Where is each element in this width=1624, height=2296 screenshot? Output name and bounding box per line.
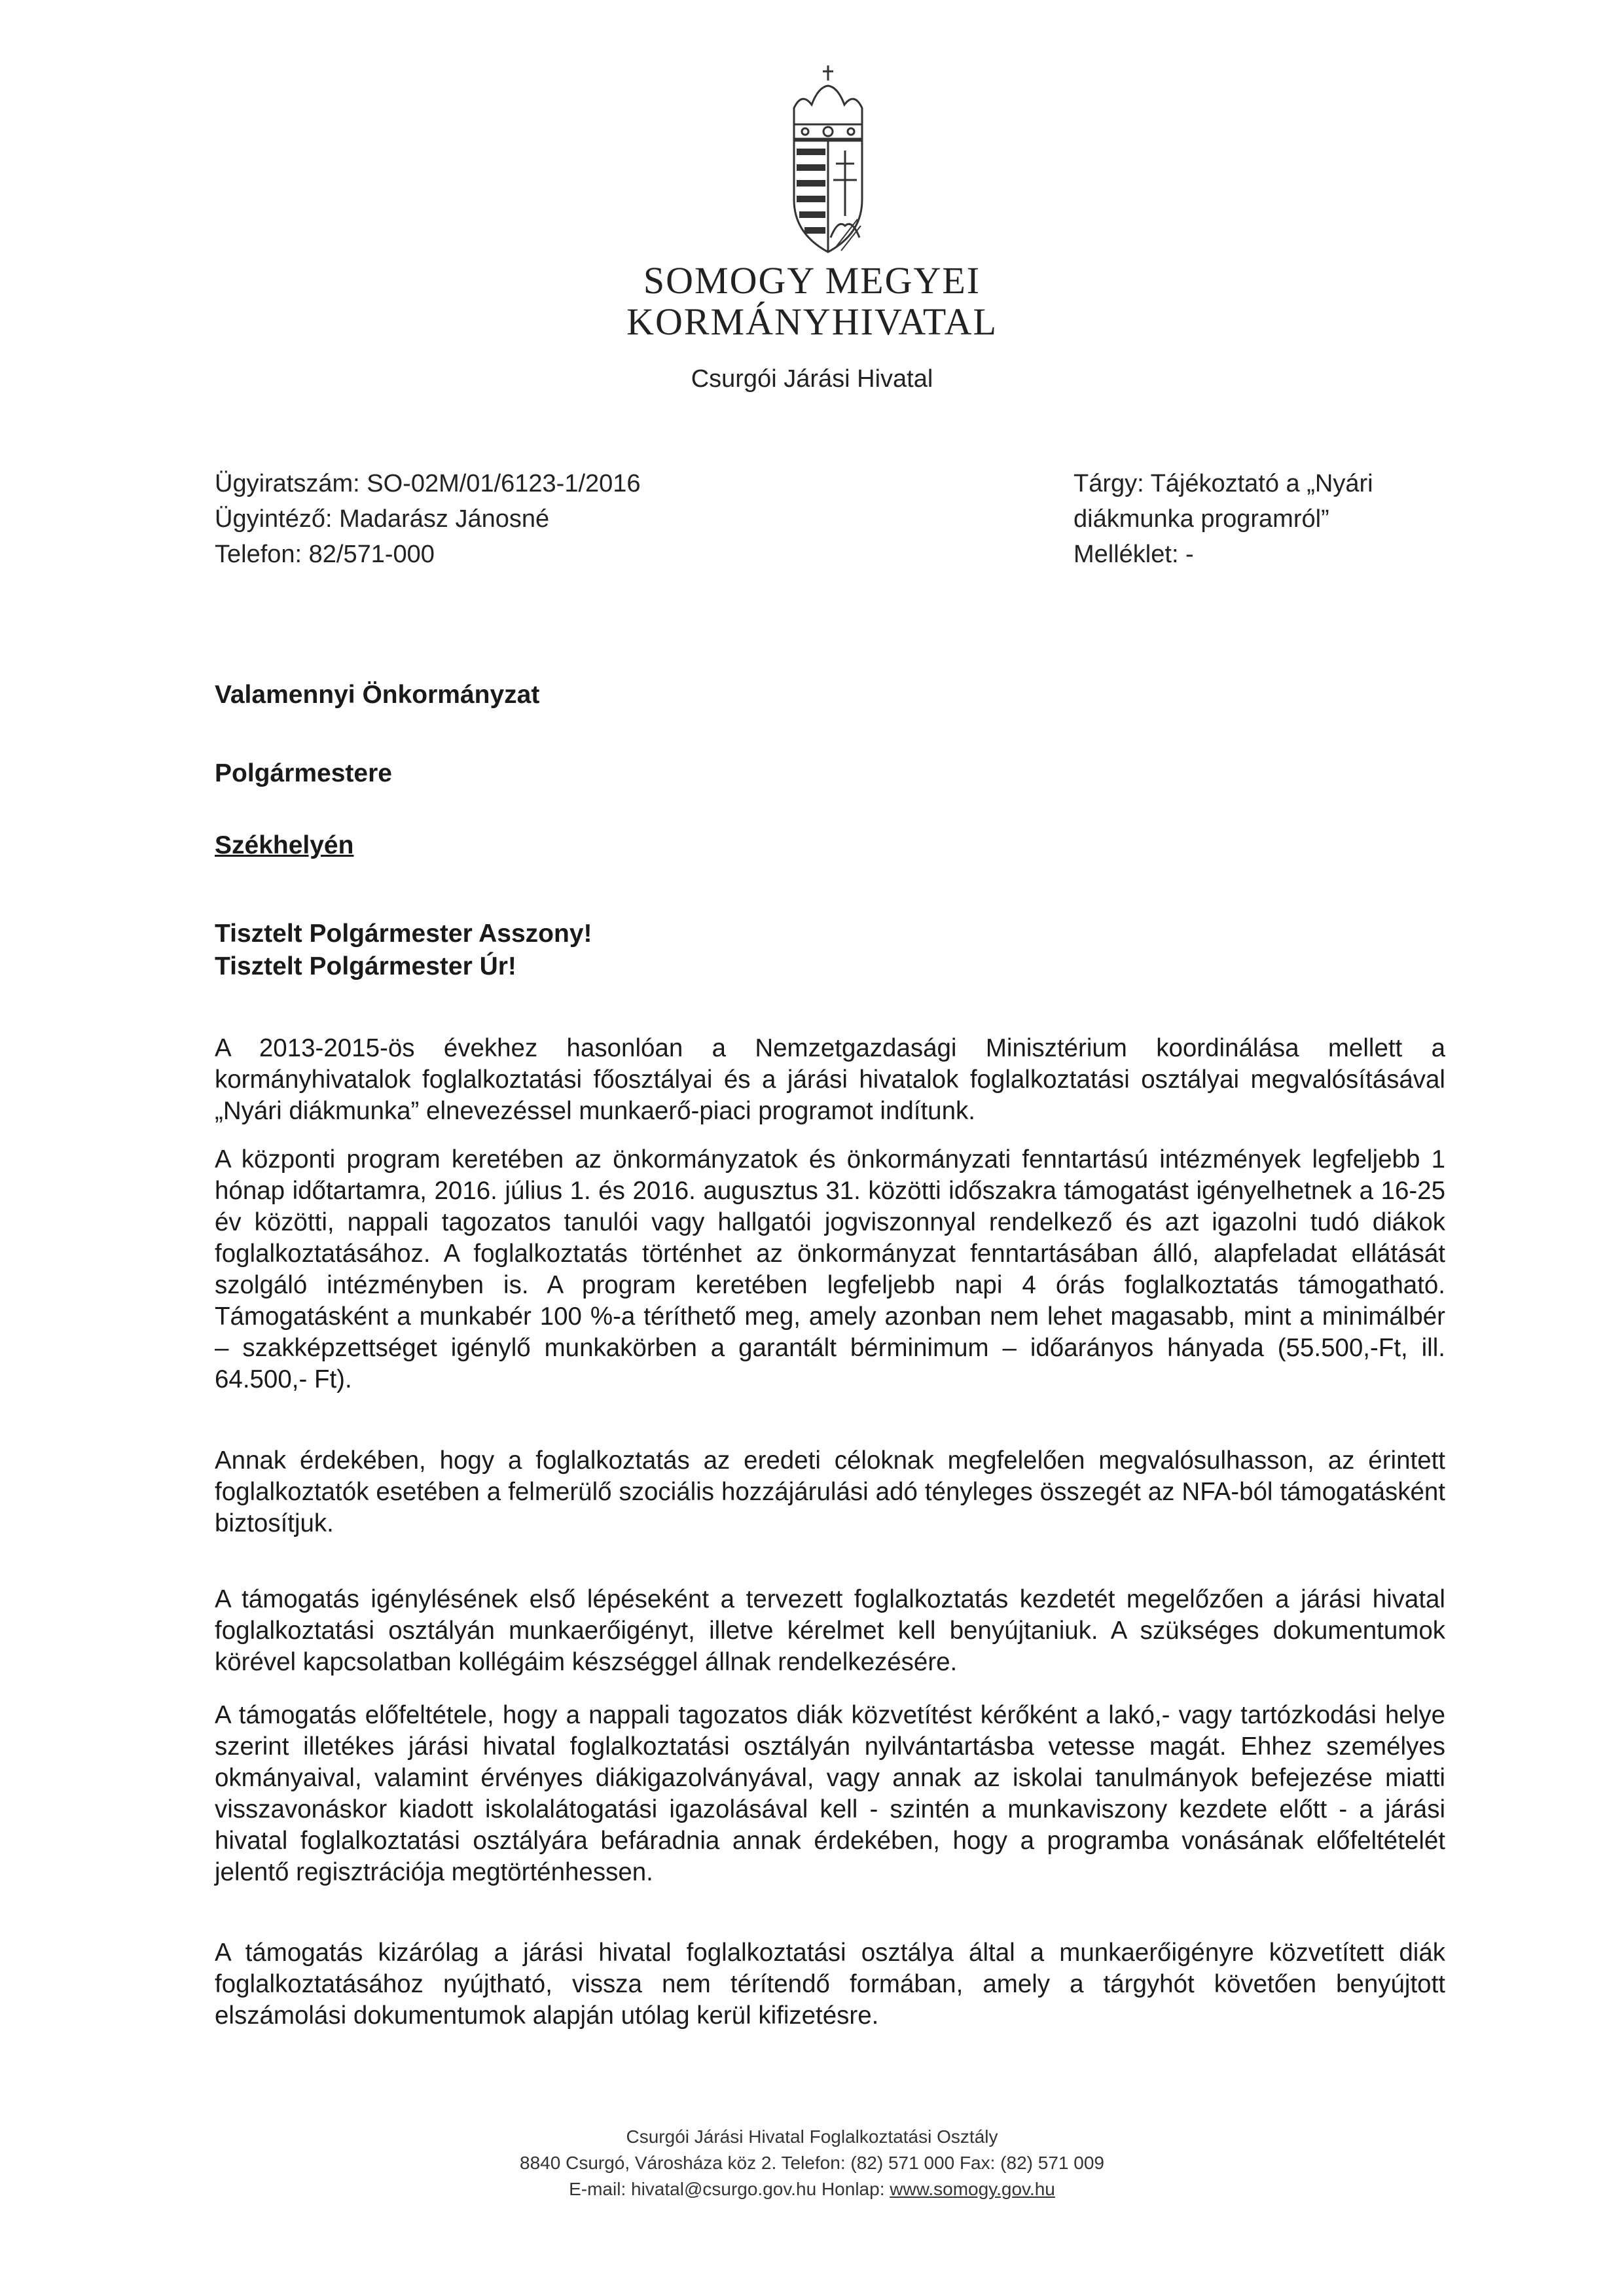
case-handler: Ügyintéző: Madarász Jánosné xyxy=(215,505,550,533)
body-paragraph: A támogatás igénylésének első lépéseként a tervezett foglalkoztatás kezdetét megelőzően a járási hivatal foglalkoztatási osztályán munkaerőigényt, illetve kérelmet kell benyújtaniuk. A szükséges dokumentumok körével kapcsolatban kollégáim készséggel állnak rendelkezésére. xyxy=(215,1585,1445,1676)
body-paragraph: A támogatás kizárólag a járási hivatal foglalkoztatási osztálya által a munkaerőigényre közvetített diák foglalkoztatásához nyújtható, vissza nem térítendő formában, amely a tárgyhót követően benyújtott elszámolási dokumentumok alapján utólag kerül kifizetésre. xyxy=(215,1939,1445,2030)
subject-line-1: Tárgy: Tájékoztató a „Nyári xyxy=(1074,470,1373,497)
footer-address: 8840 Csurgó, Városháza köz 2. Telefon: (82) 571 000 Fax: (82) 571 009 xyxy=(520,2153,1104,2173)
phone-number: Telefon: 82/571-000 xyxy=(215,541,435,568)
coat-of-arms-emblem xyxy=(776,62,880,259)
attachment-line: Melléklet: - xyxy=(1074,541,1194,568)
addressee-line-2: Polgármestere xyxy=(215,759,392,787)
body-paragraph: A támogatás előfeltétele, hogy a nappali tagozatos diák közvetítést kérőként a lakó,- vagy tartózkodási helye szerint illetékes járási hivatal foglalkoztatási osztályán nyilvántartásba vetesse magát. Ehhez személyes okmányaival, valamint érvényes diákigazolványával, vagy annak az iskolai tanulmányok befejezése miatti visszavonáskor kiadott iskolalátogatási igazolásával kell - szintén a munkaviszony kezdete előtt - a járási hivatal foglalkoztatási osztályára befáradnia annak érdekében, hogy a programba vonásának előfeltételét jelentő regisztrációja megtörténhessen. xyxy=(215,1701,1445,1886)
footer-email: E-mail: hivatal@csurgo.gov.hu Honlap: xyxy=(569,2179,890,2199)
body-paragraph: Annak érdekében, hogy a foglalkoztatás az eredeti céloknak megfelelően megvalósulhasson, az érintett foglalkoztatók esetében a felmerülő szociális hozzájárulási adó tényleges összegét az NFA-ból támogatásként biztosítjuk. xyxy=(215,1446,1445,1537)
greeting-line-2: Tisztelt Polgármester Úr! xyxy=(215,952,516,980)
footer xyxy=(0,2124,1624,2202)
organization-name-line1: SOMOGY MEGYEI xyxy=(643,259,981,302)
addressee-line-3: Székhelyén xyxy=(215,831,354,859)
addressee-line-1: Valamennyi Önkormányzat xyxy=(215,681,540,709)
website-link[interactable]: www.somogy.gov.hu xyxy=(890,2179,1055,2199)
organization-name-line2: KORMÁNYHIVATAL xyxy=(626,300,998,343)
greeting-line-1: Tisztelt Polgármester Asszony! xyxy=(215,920,592,948)
subject-block xyxy=(1074,466,1440,572)
reference-block xyxy=(215,466,641,572)
case-number: Ügyiratszám: SO-02M/01/6123-1/2016 xyxy=(215,470,641,497)
body-paragraph: A 2013-2015-ös évekhez hasonlóan a Nemzetgazdasági Minisztérium koordinálása mellett a kormányhivatalok foglalkoztatási főosztályai és a járási hivatalok foglalkoztatási osztályai megvalósításával „Nyári diákmunka” elnevezéssel munkaerő-piaci programot indítunk. xyxy=(215,1034,1445,1125)
subject-line-2: diákmunka programról” xyxy=(1074,505,1329,533)
footer-contact xyxy=(0,2176,1624,2202)
office-name: Csurgói Járási Hivatal xyxy=(691,365,933,393)
body-paragraph: A központi program keretében az önkormányzatok és önkormányzati fenntartású intézmények legfeljebb 1 hónap időtartamra, 2016. július 1. és 2016. augusztus 31. közötti időszakra támogatást igényelhetnek a 16-25 év közötti, nappali tagozatos tanulói vagy hallgatói jogviszonnyal rendelkező és azt igazolni tudó diákok foglalkoztatásához. A foglalkoztatás történhet az önkormányzat fenntartásában álló, alapfeladat ellátását szolgáló intézményben is. A program keretében legfeljebb napi 4 órás foglalkoztatás támogatható. Támogatásként a munkabér 100 %-a téríthető meg, amely azonban nem lehet magasabb, mint a minimálbér – szakképzettséget igénylő munkakörben a garantált bérminimum – időarányos hányada (55.500,-Ft, ill. 64.500,- Ft). xyxy=(215,1145,1445,1393)
footer-department: Csurgói Járási Hivatal Foglalkoztatási Osztály xyxy=(626,2126,998,2147)
